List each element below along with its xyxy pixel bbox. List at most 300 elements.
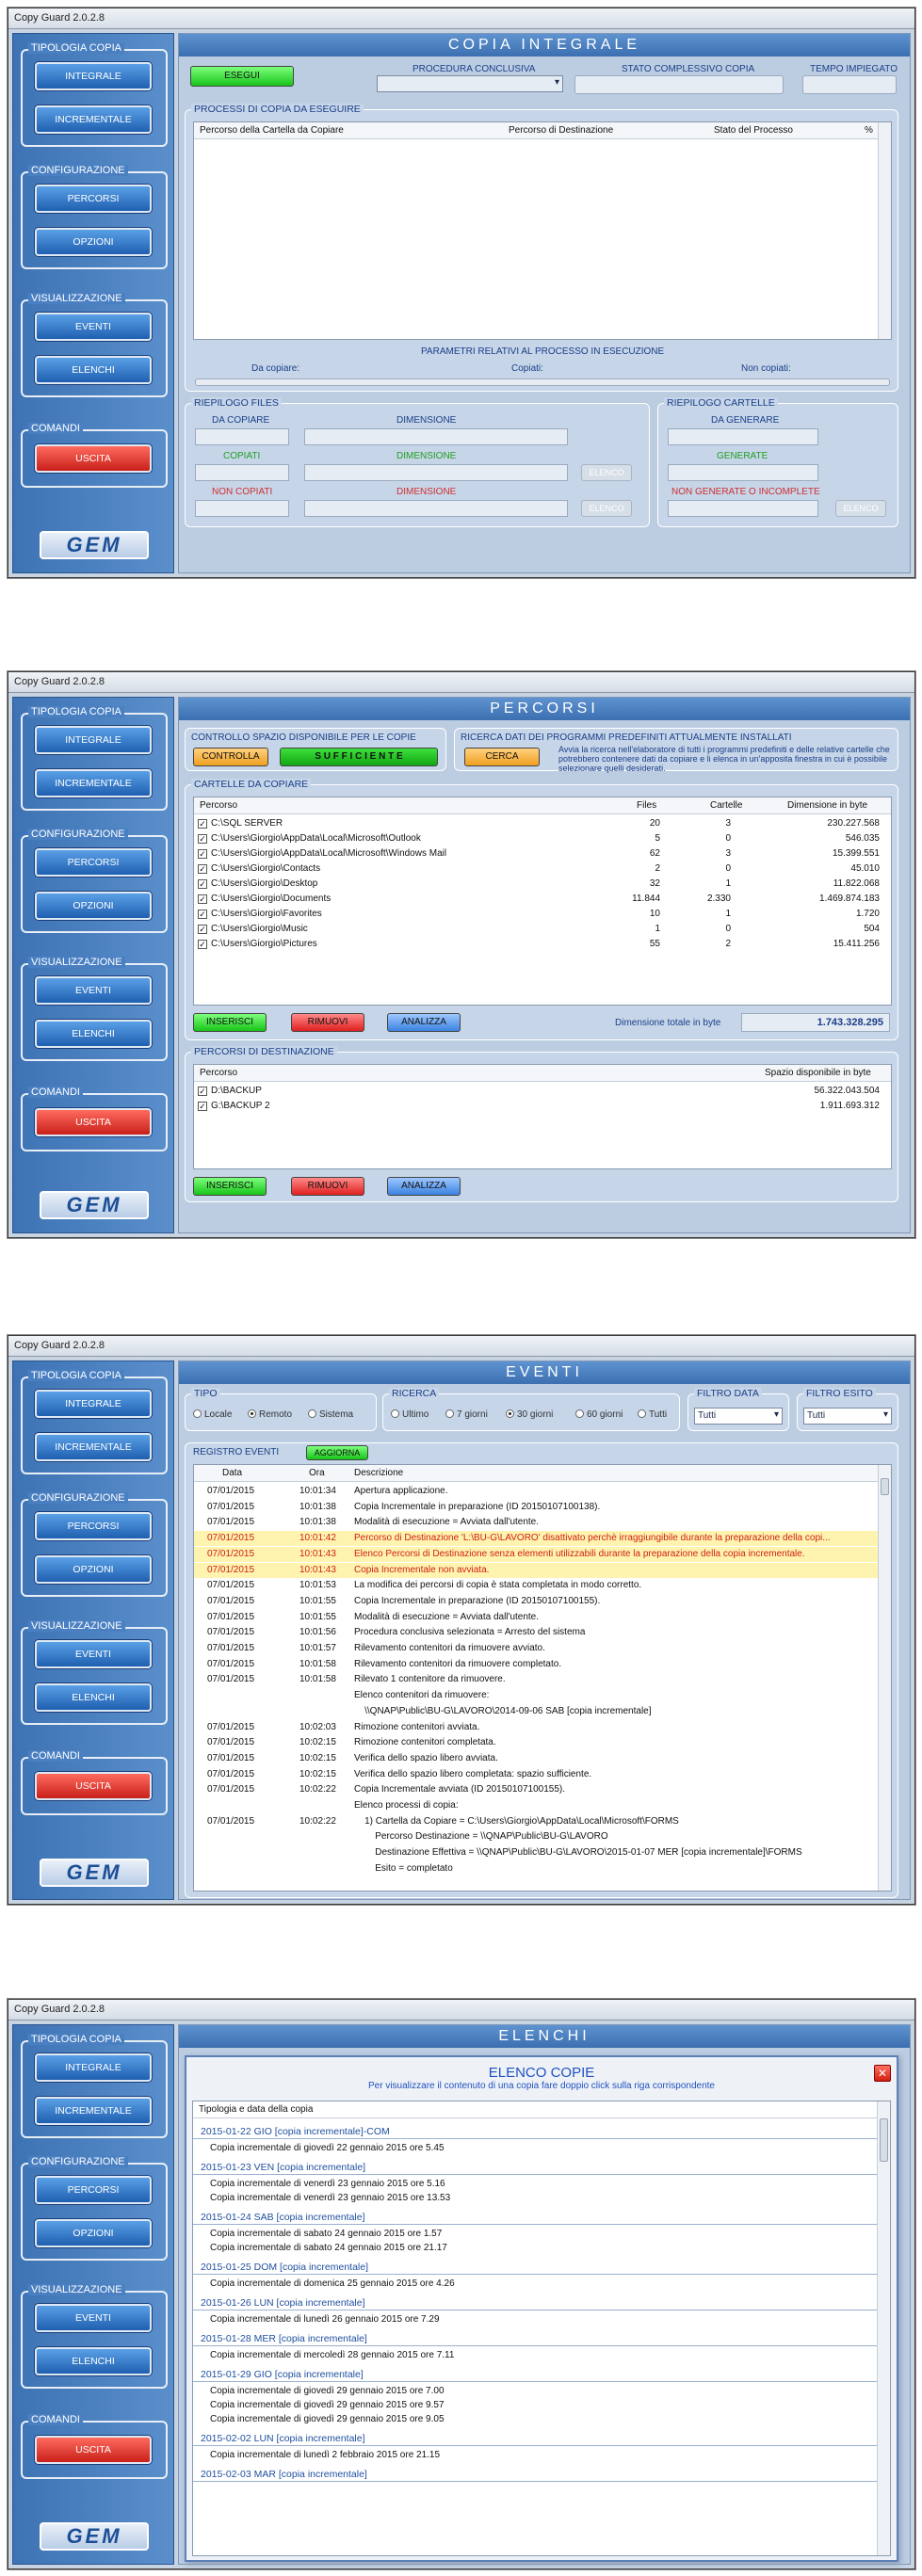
radio-locale[interactable] bbox=[193, 1409, 232, 1420]
table-header bbox=[194, 1065, 891, 1082]
percorsi-button[interactable]: PERCORSI bbox=[35, 2176, 152, 2204]
elenchi-button[interactable]: ELENCHI bbox=[35, 1020, 152, 1048]
rc-da-generare-label: DA GENERARE bbox=[711, 415, 780, 426]
table-row[interactable] bbox=[194, 1578, 878, 1593]
list-item[interactable] bbox=[193, 2191, 877, 2206]
cerca-button[interactable]: CERCA bbox=[464, 748, 540, 766]
list-item[interactable] bbox=[193, 2241, 877, 2256]
procedura-select[interactable] bbox=[377, 75, 563, 92]
group-header[interactable] bbox=[193, 2210, 877, 2225]
gem-logo: GEM bbox=[40, 531, 149, 559]
opzioni-button[interactable]: OPZIONI bbox=[35, 1555, 152, 1584]
col-header: Tipologia e data della copia bbox=[199, 2104, 314, 2115]
table-row[interactable] bbox=[194, 877, 891, 892]
panel-label: PROCESSI DI COPIA DA ESEGUIRE bbox=[191, 104, 364, 115]
cartelle-table[interactable] bbox=[193, 797, 892, 1006]
time-cell: 10:01:34 bbox=[299, 1486, 336, 1496]
time-cell: 10:01:58 bbox=[299, 1658, 336, 1669]
date-cell: 07/01/2015 bbox=[207, 1533, 255, 1544]
rc-generate-value bbox=[668, 464, 818, 481]
description-cell: Esito = completato bbox=[354, 1862, 453, 1874]
rf-dimensione-label: DIMENSIONE bbox=[396, 487, 457, 497]
controllo-panel bbox=[185, 728, 446, 771]
checkbox-icon[interactable]: ✓ bbox=[199, 925, 206, 934]
rf-dimensione-value bbox=[304, 464, 568, 481]
files-cell: 55 bbox=[649, 939, 660, 949]
group-label: VISUALIZZAZIONE bbox=[28, 2284, 125, 2295]
table-row[interactable] bbox=[194, 1672, 878, 1687]
table-row[interactable] bbox=[194, 1641, 878, 1656]
description-cell: Destinazione Effettiva = \\QNAP\Public\BU-G\LAVORO\2015-01-07 MER [copia incrementale]\FORMS bbox=[354, 1847, 802, 1859]
elenco-copie-dialog bbox=[185, 2055, 898, 2562]
opzioni-button[interactable]: OPZIONI bbox=[35, 892, 152, 920]
description-cell: Copia Incrementale in preparazione (ID 20150107100138). bbox=[354, 1501, 601, 1512]
path-cell: C:\Users\Giorgio\AppData\Local\Microsoft\Windows Mail bbox=[211, 848, 447, 859]
radio-30-giorni[interactable] bbox=[506, 1409, 553, 1420]
description-cell: Percorso Destinazione = \\QNAP\Public\BU-G\LAVORO bbox=[354, 1831, 608, 1843]
group-label: TIPOLOGIA COPIA bbox=[28, 2034, 124, 2045]
group-header[interactable] bbox=[193, 2260, 877, 2275]
rc-da-generare-value bbox=[668, 428, 818, 445]
elenco-button[interactable]: ELENCO bbox=[835, 500, 886, 517]
date-cell: 07/01/2015 bbox=[207, 1784, 255, 1795]
files-cell: 1 bbox=[655, 924, 660, 934]
table-row[interactable] bbox=[194, 1688, 878, 1703]
group-configurazione bbox=[21, 165, 168, 269]
procedura-label: PROCEDURA CONCLUSIVA bbox=[412, 64, 536, 74]
rf-da-copiare-label: DA COPIARE bbox=[212, 415, 270, 426]
table-row[interactable] bbox=[194, 1594, 878, 1609]
date-cell: 07/01/2015 bbox=[207, 1611, 255, 1622]
description-cell: Rilevato 1 contenitore da rimuovere. bbox=[354, 1674, 506, 1685]
dim-cell: 15.399.551 bbox=[832, 848, 880, 859]
list-item[interactable] bbox=[193, 2141, 877, 2156]
group-label: CONFIGURAZIONE bbox=[28, 2156, 128, 2167]
percorsi-button[interactable]: PERCORSI bbox=[35, 848, 152, 877]
date-cell: 07/01/2015 bbox=[207, 1486, 255, 1496]
elenco-button[interactable]: ELENCO bbox=[581, 500, 632, 517]
sidebar bbox=[12, 2024, 174, 2565]
incrementale-button[interactable]: INCREMENTALE bbox=[35, 2097, 152, 2125]
eventi-button[interactable]: EVENTI bbox=[35, 2304, 152, 2332]
table-row[interactable] bbox=[194, 1084, 891, 1099]
group-label: VISUALIZZAZIONE bbox=[28, 957, 125, 968]
time-cell: 10:01:53 bbox=[299, 1580, 336, 1591]
sufficiente-badge: S U F F I C I E N T E bbox=[280, 748, 438, 766]
integrale-button[interactable]: INTEGRALE bbox=[35, 1390, 152, 1418]
destinazione-panel bbox=[185, 1046, 898, 1202]
uscita-button[interactable]: USCITA bbox=[35, 444, 152, 473]
cartelle-cell: 2.330 bbox=[706, 894, 731, 904]
close-icon[interactable]: ✕ bbox=[874, 2065, 891, 2082]
table-row[interactable] bbox=[194, 1610, 878, 1625]
files-cell: 2 bbox=[655, 863, 660, 874]
col-header: Descrizione bbox=[354, 1468, 404, 1478]
group-label: TIPOLOGIA COPIA bbox=[28, 706, 124, 717]
checkbox-icon[interactable]: ✓ bbox=[199, 834, 206, 844]
controlla-button[interactable]: CONTROLLA bbox=[193, 748, 268, 766]
group-tipologia bbox=[21, 42, 168, 147]
description-cell: Copia Incrementale avviata (ID 20150107100155). bbox=[354, 1784, 566, 1795]
table-header bbox=[194, 797, 891, 814]
description-cell: Rilevamento contenitori da rimuovere avviato. bbox=[354, 1643, 545, 1653]
main-area bbox=[178, 697, 911, 1233]
group-header[interactable] bbox=[193, 2295, 877, 2310]
ricerca-panel bbox=[382, 1388, 680, 1431]
time-cell: 10:02:03 bbox=[299, 1721, 336, 1732]
table-row[interactable] bbox=[194, 1829, 878, 1844]
radio-sistema[interactable] bbox=[308, 1409, 353, 1420]
group-header[interactable] bbox=[193, 2467, 877, 2482]
main-area bbox=[178, 1360, 911, 1900]
rf-da-copiare-value bbox=[195, 428, 289, 445]
dim-cell: 45.010 bbox=[850, 863, 880, 874]
description-cell: Apertura applicazione. bbox=[354, 1486, 448, 1496]
time-cell: 10:02:15 bbox=[299, 1752, 336, 1763]
table-row[interactable] bbox=[194, 1547, 878, 1562]
integrale-button[interactable]: INTEGRALE bbox=[35, 726, 152, 754]
group-label: COMANDI bbox=[28, 1087, 83, 1098]
item-label: Copia incrementale di lunedì 2 febbraio 2015 ore 21.15 bbox=[210, 2450, 441, 2460]
table-row[interactable] bbox=[194, 861, 891, 877]
group-title: 2015-01-25 DOM [copia incrementale] bbox=[201, 2262, 369, 2273]
main-area bbox=[178, 33, 911, 573]
date-cell: 07/01/2015 bbox=[207, 1658, 255, 1669]
scroll-thumb[interactable] bbox=[880, 2118, 888, 2162]
table-row[interactable] bbox=[194, 1782, 878, 1797]
riepilogo-files-panel bbox=[185, 397, 650, 527]
group-header[interactable] bbox=[193, 2160, 877, 2175]
table-row[interactable] bbox=[194, 816, 891, 831]
dialog-title: ELENCO COPIE bbox=[488, 2065, 595, 2081]
table-row[interactable] bbox=[194, 1531, 878, 1546]
path-cell: G:\BACKUP 2 bbox=[211, 1101, 270, 1111]
time-cell: 10:01:43 bbox=[299, 1564, 336, 1575]
group-tipologia bbox=[21, 2034, 168, 2138]
cartelle-cell: 1 bbox=[725, 909, 731, 919]
files-cell: 62 bbox=[649, 848, 660, 859]
group-title: 2015-02-02 LUN [copia incrementale] bbox=[201, 2433, 365, 2444]
group-configurazione bbox=[21, 829, 168, 933]
rf-dimensione-value bbox=[304, 500, 568, 517]
percorsi-button[interactable]: PERCORSI bbox=[35, 1512, 152, 1540]
inserisci-button[interactable]: INSERISCI bbox=[193, 1013, 267, 1032]
group-comandi bbox=[21, 2414, 168, 2479]
description-cell: Elenco contenitori da rimuovere: bbox=[354, 1690, 490, 1701]
rimuovi-button[interactable]: RIMUOVI bbox=[291, 1013, 364, 1032]
cartelle-cell: 0 bbox=[725, 924, 731, 934]
time-cell: 10:01:55 bbox=[299, 1595, 336, 1606]
time-cell: 10:02:15 bbox=[299, 1768, 336, 1779]
analizza-button[interactable]: ANALIZZA bbox=[387, 1177, 461, 1196]
table-row[interactable] bbox=[194, 1814, 878, 1829]
stato-label: STATO COMPLESSIVO COPIA bbox=[622, 64, 755, 74]
table-row[interactable] bbox=[194, 1099, 891, 1114]
copie-list[interactable] bbox=[192, 2101, 891, 2556]
table-row[interactable] bbox=[194, 1861, 878, 1876]
incrementale-button[interactable]: INCREMENTALE bbox=[35, 105, 152, 134]
table-row[interactable] bbox=[194, 1767, 878, 1782]
percorsi-button[interactable]: PERCORSI bbox=[35, 185, 152, 213]
analizza-button[interactable]: ANALIZZA bbox=[387, 1013, 461, 1032]
table-header bbox=[194, 1465, 891, 1482]
radio-icon bbox=[575, 1409, 584, 1418]
group-header[interactable] bbox=[193, 2124, 877, 2139]
radio-label: Ultimo bbox=[402, 1409, 429, 1420]
cartelle-cell: 3 bbox=[725, 848, 731, 859]
table-row[interactable] bbox=[194, 1484, 878, 1499]
page-title: ELENCHI bbox=[179, 2025, 910, 2048]
radio-label: Sistema bbox=[319, 1409, 354, 1420]
rc-generate-label: GENERATE bbox=[717, 451, 768, 461]
copiati-label: Copiati: bbox=[511, 363, 543, 374]
time-cell: 10:01:38 bbox=[299, 1517, 336, 1528]
list-item[interactable] bbox=[193, 2398, 877, 2413]
elenchi-button[interactable]: ELENCHI bbox=[35, 356, 152, 384]
list-item[interactable] bbox=[193, 2348, 877, 2363]
panel-label: FILTRO ESITO bbox=[803, 1388, 876, 1399]
group-label: COMANDI bbox=[28, 1750, 83, 1762]
incrementale-button[interactable]: INCREMENTALE bbox=[35, 1433, 152, 1461]
scrollbar[interactable] bbox=[878, 122, 891, 339]
radio-60-giorni[interactable] bbox=[575, 1409, 623, 1420]
table-row[interactable] bbox=[194, 1845, 878, 1860]
group-header[interactable] bbox=[193, 2331, 877, 2346]
dim-cell: 1.720 bbox=[855, 909, 880, 919]
description-cell: Elenco Percorsi di Destinazione senza elementi utilizzabili durante la preparazione della copia incrementale. bbox=[354, 1548, 805, 1559]
table-row[interactable] bbox=[194, 922, 891, 937]
filtro-data-select[interactable]: Tutti ▾ bbox=[694, 1408, 783, 1425]
group-configurazione bbox=[21, 1492, 168, 1597]
col-header: Stato del Processo bbox=[714, 125, 793, 136]
group-label: TIPOLOGIA COPIA bbox=[28, 42, 124, 54]
eventi-button[interactable]: EVENTI bbox=[35, 976, 152, 1005]
checkbox-icon[interactable]: ✓ bbox=[199, 940, 206, 949]
checkbox-icon[interactable]: ✓ bbox=[199, 910, 206, 919]
table-row[interactable] bbox=[194, 1735, 878, 1750]
progress-bar bbox=[195, 378, 890, 386]
table-header bbox=[194, 122, 891, 139]
radio-remoto[interactable] bbox=[248, 1409, 292, 1420]
sidebar bbox=[12, 697, 174, 1233]
processi-table[interactable] bbox=[193, 121, 892, 340]
group-label: CONFIGURAZIONE bbox=[28, 829, 128, 840]
gem-logo: GEM bbox=[40, 1859, 149, 1887]
cartelle-panel bbox=[185, 779, 898, 1040]
date-cell: 07/01/2015 bbox=[207, 1768, 255, 1779]
eventi-button[interactable]: EVENTI bbox=[35, 313, 152, 341]
aggiorna-button[interactable]: AGGIORNA bbox=[306, 1445, 368, 1460]
description-cell: Verifica dello spazio libero completata: spazio sufficiente. bbox=[354, 1768, 592, 1779]
group-tipologia bbox=[21, 1370, 168, 1474]
date-cell: 07/01/2015 bbox=[207, 1580, 255, 1591]
table-row[interactable] bbox=[194, 846, 891, 861]
table-row[interactable] bbox=[194, 1500, 878, 1515]
inserisci-button[interactable]: INSERISCI bbox=[193, 1177, 267, 1196]
group-comandi bbox=[21, 1750, 168, 1815]
rc-non-generate-label: NON GENERATE O INCOMPLETE bbox=[671, 487, 820, 497]
date-cell: 07/01/2015 bbox=[207, 1815, 255, 1827]
checkbox-icon[interactable]: ✓ bbox=[199, 849, 206, 859]
uscita-button[interactable]: USCITA bbox=[35, 1108, 152, 1136]
window-percorsi bbox=[8, 671, 915, 1238]
table-row[interactable] bbox=[194, 1751, 878, 1766]
group-header[interactable] bbox=[193, 2367, 877, 2382]
filtro-data-panel bbox=[687, 1388, 789, 1431]
elenchi-button[interactable]: ELENCHI bbox=[35, 1683, 152, 1712]
time-cell: 10:01:56 bbox=[299, 1627, 336, 1638]
item-label: Copia incrementale di venerdì 23 gennaio 2015 ore 5.16 bbox=[210, 2179, 445, 2189]
incrementale-button[interactable]: INCREMENTALE bbox=[35, 769, 152, 797]
checkbox-icon[interactable]: ✓ bbox=[199, 1087, 206, 1096]
checkbox-icon[interactable]: ✓ bbox=[199, 879, 206, 889]
radio-icon bbox=[308, 1409, 316, 1418]
group-header[interactable] bbox=[193, 2431, 877, 2446]
path-cell: C:\Users\Giorgio\Pictures bbox=[211, 939, 317, 949]
panel-label: RICERCA bbox=[389, 1388, 439, 1399]
elenco-button[interactable]: ELENCO bbox=[581, 464, 632, 481]
eventi-table[interactable] bbox=[193, 1464, 892, 1892]
scrollbar[interactable] bbox=[877, 2101, 890, 2555]
uscita-button[interactable]: USCITA bbox=[35, 1772, 152, 1800]
description-cell: Modalità di esecuzione = Avviata dall'utente. bbox=[354, 1517, 540, 1528]
list-item[interactable] bbox=[193, 2384, 877, 2399]
list-item[interactable] bbox=[193, 2177, 877, 2192]
radio-label: 30 giorni bbox=[517, 1409, 554, 1420]
description-cell: 1) Cartella da Copiare = C:\Users\Giorgio\AppData\Local\Microsoft\FORMS bbox=[354, 1815, 679, 1827]
title-bar: Copy Guard 2.0.2.8 bbox=[8, 2000, 914, 2021]
col-header: Percorso della Cartella da Copiare bbox=[200, 125, 344, 136]
dim-cell: 230.227.568 bbox=[827, 818, 880, 829]
date-cell: 07/01/2015 bbox=[207, 1674, 255, 1685]
checkbox-icon[interactable]: ✓ bbox=[199, 819, 206, 829]
rf-non-copiati-value bbox=[195, 500, 289, 517]
checkbox-icon[interactable]: ✓ bbox=[199, 1102, 206, 1111]
group-comandi bbox=[21, 1087, 168, 1151]
list-item[interactable] bbox=[193, 2448, 877, 2463]
eventi-button[interactable]: EVENTI bbox=[35, 1640, 152, 1668]
table-row[interactable] bbox=[194, 1798, 878, 1813]
description-cell: Elenco processi di copia: bbox=[354, 1800, 459, 1811]
panel-label: PERCORSI DI DESTINAZIONE bbox=[191, 1046, 337, 1057]
tempo-label: TEMPO IMPIEGATO bbox=[810, 64, 898, 74]
group-label: VISUALIZZAZIONE bbox=[28, 1620, 125, 1632]
radio-icon bbox=[638, 1409, 646, 1418]
time-cell: 10:02:22 bbox=[299, 1784, 336, 1795]
description-cell: Modalità di esecuzione = Avviata dall'utente. bbox=[354, 1611, 540, 1622]
tipo-panel bbox=[185, 1388, 377, 1431]
checkbox-icon[interactable]: ✓ bbox=[199, 894, 206, 904]
filtro-esito-select[interactable]: Tutti ▾ bbox=[803, 1408, 892, 1425]
registro-label: REGISTRO EVENTI bbox=[193, 1447, 280, 1457]
table-row[interactable] bbox=[194, 1704, 878, 1719]
col-header: Data bbox=[222, 1468, 243, 1478]
table-row[interactable] bbox=[194, 1720, 878, 1735]
radio-icon bbox=[445, 1409, 454, 1418]
checkbox-icon[interactable]: ✓ bbox=[199, 864, 206, 874]
files-cell: 11.844 bbox=[632, 894, 660, 904]
uscita-button[interactable]: USCITA bbox=[35, 2436, 152, 2464]
spazio-cell: 56.322.043.504 bbox=[814, 1086, 880, 1096]
time-cell: 10:01:57 bbox=[299, 1643, 336, 1653]
table-row[interactable] bbox=[194, 907, 891, 922]
integrale-button[interactable]: INTEGRALE bbox=[35, 62, 152, 90]
group-label: VISUALIZZAZIONE bbox=[28, 293, 125, 304]
group-visualizzazione bbox=[21, 1620, 168, 1725]
main-area bbox=[178, 2024, 911, 2565]
dim-cell: 15.411.256 bbox=[833, 939, 880, 949]
integrale-button[interactable]: INTEGRALE bbox=[35, 2053, 152, 2082]
table-row[interactable] bbox=[194, 831, 891, 846]
radio-tutti[interactable] bbox=[638, 1409, 667, 1420]
description-cell: Verifica dello spazio libero avviata. bbox=[354, 1752, 498, 1763]
page-title: EVENTI bbox=[179, 1361, 910, 1384]
date-cell: 07/01/2015 bbox=[207, 1595, 255, 1606]
elenchi-button[interactable]: ELENCHI bbox=[35, 2347, 152, 2375]
ricerca-label: RICERCA DATI DEI PROGRAMMI PREDEFINITI ATTUALMENTE INSTALLATI bbox=[461, 733, 792, 743]
radio-ultimo[interactable] bbox=[391, 1409, 429, 1420]
table-row[interactable] bbox=[194, 1563, 878, 1578]
destinazione-table[interactable] bbox=[193, 1064, 892, 1169]
description-cell: Rilevamento contenitori da rimuovere completato. bbox=[354, 1658, 562, 1669]
rf-copiati-value bbox=[195, 464, 289, 481]
table-row[interactable] bbox=[194, 1657, 878, 1672]
list-item[interactable] bbox=[193, 2412, 877, 2427]
item-label: Copia incrementale di venerdì 23 gennaio 2015 ore 13.53 bbox=[210, 2193, 451, 2203]
non-copiati-label: Non copiati: bbox=[741, 363, 791, 374]
esegui-button[interactable]: ESEGUI bbox=[190, 66, 294, 87]
table-row[interactable] bbox=[194, 1625, 878, 1640]
panel-label: FILTRO DATA bbox=[694, 1388, 762, 1399]
dialog-subtitle: Per visualizzare il contenuto di una copia fare doppio click sulla riga corrispondente bbox=[368, 2081, 715, 2091]
files-cell: 20 bbox=[649, 818, 660, 829]
opzioni-button[interactable]: OPZIONI bbox=[35, 228, 152, 256]
group-title: 2015-01-29 GIO [copia incrementale] bbox=[201, 2369, 364, 2380]
files-cell: 32 bbox=[649, 878, 660, 889]
rimuovi-button[interactable]: RIMUOVI bbox=[291, 1177, 364, 1196]
group-tipologia bbox=[21, 706, 168, 811]
description-cell: Copia Incrementale in preparazione (ID 20150107100155). bbox=[354, 1595, 601, 1606]
dim-cell: 11.822.068 bbox=[833, 878, 880, 889]
group-title: 2015-01-24 SAB [copia incrementale] bbox=[201, 2212, 365, 2223]
window-elenchi bbox=[8, 1999, 915, 2569]
opzioni-button[interactable]: OPZIONI bbox=[35, 2219, 152, 2247]
col-header: Cartelle bbox=[710, 800, 743, 811]
list-item[interactable] bbox=[193, 2227, 877, 2242]
table-row[interactable] bbox=[194, 1515, 878, 1530]
group-title: 2015-01-26 LUN [copia incrementale] bbox=[201, 2297, 365, 2309]
group-label: COMANDI bbox=[28, 2414, 83, 2425]
radio-7-giorni[interactable] bbox=[445, 1409, 488, 1420]
description-cell: \\QNAP\Public\BU-G\LAVORO\2014-09-06 SAB [copia incrementale] bbox=[354, 1705, 652, 1716]
path-cell: C:\Users\Giorgio\Desktop bbox=[211, 878, 318, 889]
col-header: % bbox=[865, 125, 873, 136]
gem-logo: GEM bbox=[40, 2522, 149, 2551]
list-item[interactable] bbox=[193, 2312, 877, 2327]
table-row[interactable] bbox=[194, 937, 891, 952]
date-cell: 07/01/2015 bbox=[207, 1517, 255, 1528]
scroll-thumb[interactable] bbox=[881, 1478, 889, 1495]
gem-logo: GEM bbox=[40, 1191, 149, 1219]
time-cell: 10:02:22 bbox=[299, 1815, 336, 1827]
group-visualizzazione bbox=[21, 293, 168, 397]
time-cell: 10:01:43 bbox=[299, 1548, 336, 1559]
item-label: Copia incrementale di sabato 24 gennaio 2015 ore 21.17 bbox=[210, 2243, 447, 2253]
list-item[interactable] bbox=[193, 2277, 877, 2292]
scrollbar[interactable] bbox=[878, 1465, 891, 1891]
table-row[interactable] bbox=[194, 892, 891, 907]
group-label: TIPOLOGIA COPIA bbox=[28, 1370, 124, 1381]
